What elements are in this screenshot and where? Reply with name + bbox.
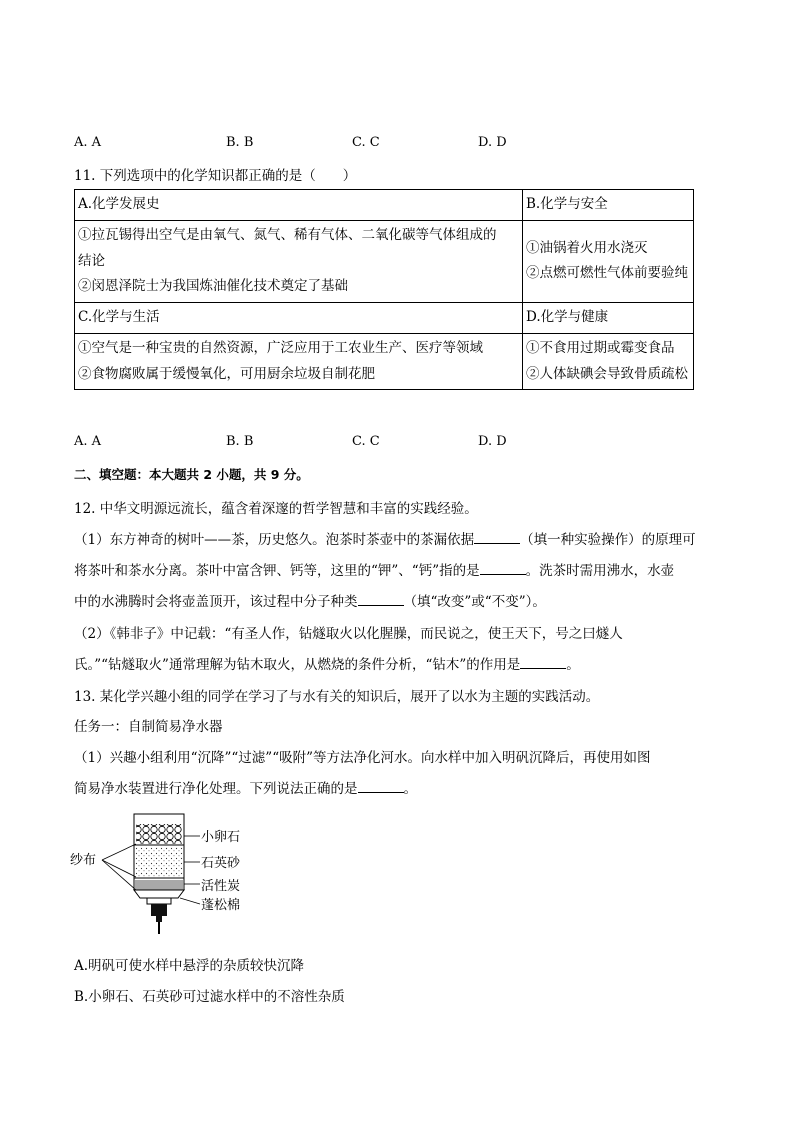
activated-carbon-layer bbox=[135, 880, 183, 890]
cell-c-item1: ①空气是一种宝贵的自然资源，广泛应用于工农业生产、医疗等领域 bbox=[78, 339, 483, 356]
q10-option-b[interactable]: B. B bbox=[226, 135, 254, 150]
answer-blank[interactable] bbox=[520, 656, 566, 669]
q11-option-b[interactable]: B. B bbox=[226, 434, 254, 449]
q12-p1-text-b: （填一种实验操作）的原理可 bbox=[520, 532, 696, 548]
q12-p2-text-b: 氏。”“钻燧取火”通常理解为钻木取火，从燃烧的条件分析，“钻木”的作用是 bbox=[74, 657, 521, 673]
cell-b-content bbox=[523, 221, 694, 303]
q11-knowledge-table bbox=[74, 189, 694, 390]
q12-stem: 12. 中华文明源远流长，蕴含着深邃的哲学智慧和丰富的实践经验。 bbox=[74, 501, 478, 517]
q10-option-d[interactable]: D. D bbox=[478, 135, 507, 150]
cell-d-title: D.化学与健康 bbox=[523, 302, 694, 333]
pebble-layer bbox=[136, 824, 182, 844]
water-filter-svg bbox=[70, 812, 270, 942]
cell-d-item2: ②人体缺碘会导致骨质疏松 bbox=[526, 365, 688, 382]
q11-option-d[interactable]: D. D bbox=[478, 434, 507, 449]
q12-part2-line2 bbox=[74, 653, 580, 673]
label-activated-carbon: 活性炭 bbox=[201, 879, 241, 894]
cell-a-item1-line2: 结论 bbox=[78, 252, 105, 269]
section-heading: 二、填空题：本大题共 2 小题，共 9 分。 bbox=[74, 467, 309, 482]
q12-p1-text-a: （1）东方神奇的树叶——茶，历史悠久。泡茶时茶壶中的茶漏依据 bbox=[74, 532, 475, 548]
q12-p1-text-c: 将茶叶和茶水分离。茶叶中富含钾、钙等，这里的“钾”、“钙”指的是 bbox=[74, 563, 480, 579]
q13-option-b[interactable]: B.小卵石、石英砂可过滤水样中的不溶性杂质 bbox=[74, 989, 345, 1005]
q13-part1-line2 bbox=[74, 777, 417, 797]
cell-a-content bbox=[75, 221, 523, 303]
q12-part1-line2 bbox=[74, 559, 674, 579]
cell-a-title: A.化学发展史 bbox=[75, 190, 523, 221]
q11-options bbox=[74, 434, 714, 452]
q10-option-c[interactable]: C. C bbox=[352, 135, 380, 150]
label-pebble: 小卵石 bbox=[201, 830, 241, 845]
q10-options bbox=[74, 135, 714, 153]
q11-stem: 11. 下列选项中的化学知识都正确的是（ ） bbox=[74, 168, 357, 184]
cotton-layer bbox=[134, 890, 184, 898]
answer-blank[interactable] bbox=[480, 562, 526, 575]
cell-c-content bbox=[75, 333, 523, 389]
q10-option-a[interactable]: A. A bbox=[74, 135, 102, 150]
q12-part2-line1: （2）《韩非子》中记载：“有圣人作，钻燧取火以化腥臊，而民说之，使王天下，号之曰燧人 bbox=[74, 626, 623, 642]
q13-p1-text-b: 简易净水装置进行净化处理。下列说法正确的是 bbox=[74, 781, 358, 797]
q12-p2-text-c: 。 bbox=[566, 657, 580, 673]
quartz-sand-layer bbox=[135, 847, 183, 877]
q12-part1-line3 bbox=[74, 590, 546, 610]
q12-part1-line1 bbox=[74, 528, 696, 548]
cell-d-content bbox=[523, 333, 694, 389]
cell-c-title: C.化学与生活 bbox=[75, 302, 523, 333]
label-cotton: 蓬松棉 bbox=[201, 898, 241, 913]
cell-a-item1-line1: ①拉瓦锡得出空气是由氧气、氮气、稀有气体、二氧化碳等气体组成的 bbox=[78, 227, 497, 243]
cell-c-item2: ②食物腐败属于缓慢氧化，可用厨余垃圾自制花肥 bbox=[78, 365, 375, 382]
cell-a-item2: ②闵恩泽院士为我国炼油催化技术奠定了基础 bbox=[78, 278, 348, 295]
q13-option-a[interactable]: A.明矾可使水样中悬浮的杂质较快沉降 bbox=[74, 958, 305, 974]
q13-task1: 任务一：自制简易净水器 bbox=[74, 719, 223, 735]
label-gauze: 纱布 bbox=[70, 853, 97, 868]
q12-p1-text-e: 中的水沸腾时会将壶盖顶开，该过程中分子种类 bbox=[74, 594, 358, 610]
q11-option-c[interactable]: C. C bbox=[352, 434, 380, 449]
outlet-cap bbox=[151, 904, 167, 916]
cell-d-item1: ①不食用过期或霉变食品 bbox=[526, 339, 675, 356]
cell-b-item1: ①油锅着火用水浇灭 bbox=[526, 239, 648, 256]
q12-p1-text-d: 。洗茶时需用沸水，水壶 bbox=[525, 563, 675, 579]
q12-p1-text-f: （填“改变”或“不变”）。 bbox=[403, 594, 546, 610]
q13-p1-text-c: 。 bbox=[403, 781, 417, 797]
q13-stem: 13. 某化学兴趣小组的同学在学习了与水有关的知识后，展开了以水为主题的实践活动。 bbox=[74, 689, 600, 705]
q11-option-a[interactable]: A. A bbox=[74, 434, 102, 449]
cell-a-item1 bbox=[78, 223, 519, 274]
label-quartz-sand: 石英砂 bbox=[201, 856, 241, 871]
answer-blank[interactable] bbox=[358, 593, 404, 606]
cell-b-title: B.化学与安全 bbox=[523, 190, 694, 221]
water-filter-diagram bbox=[70, 812, 270, 942]
cell-b-item2: ②点燃可燃性气体前要验纯 bbox=[526, 265, 688, 282]
answer-blank[interactable] bbox=[358, 780, 404, 793]
answer-blank[interactable] bbox=[474, 531, 520, 544]
q13-part1-line1: （1）兴趣小组利用“沉降”“过滤”“吸附”等方法净化河水。向水样中加入明矾沉降后，再使用如图 bbox=[74, 750, 651, 766]
